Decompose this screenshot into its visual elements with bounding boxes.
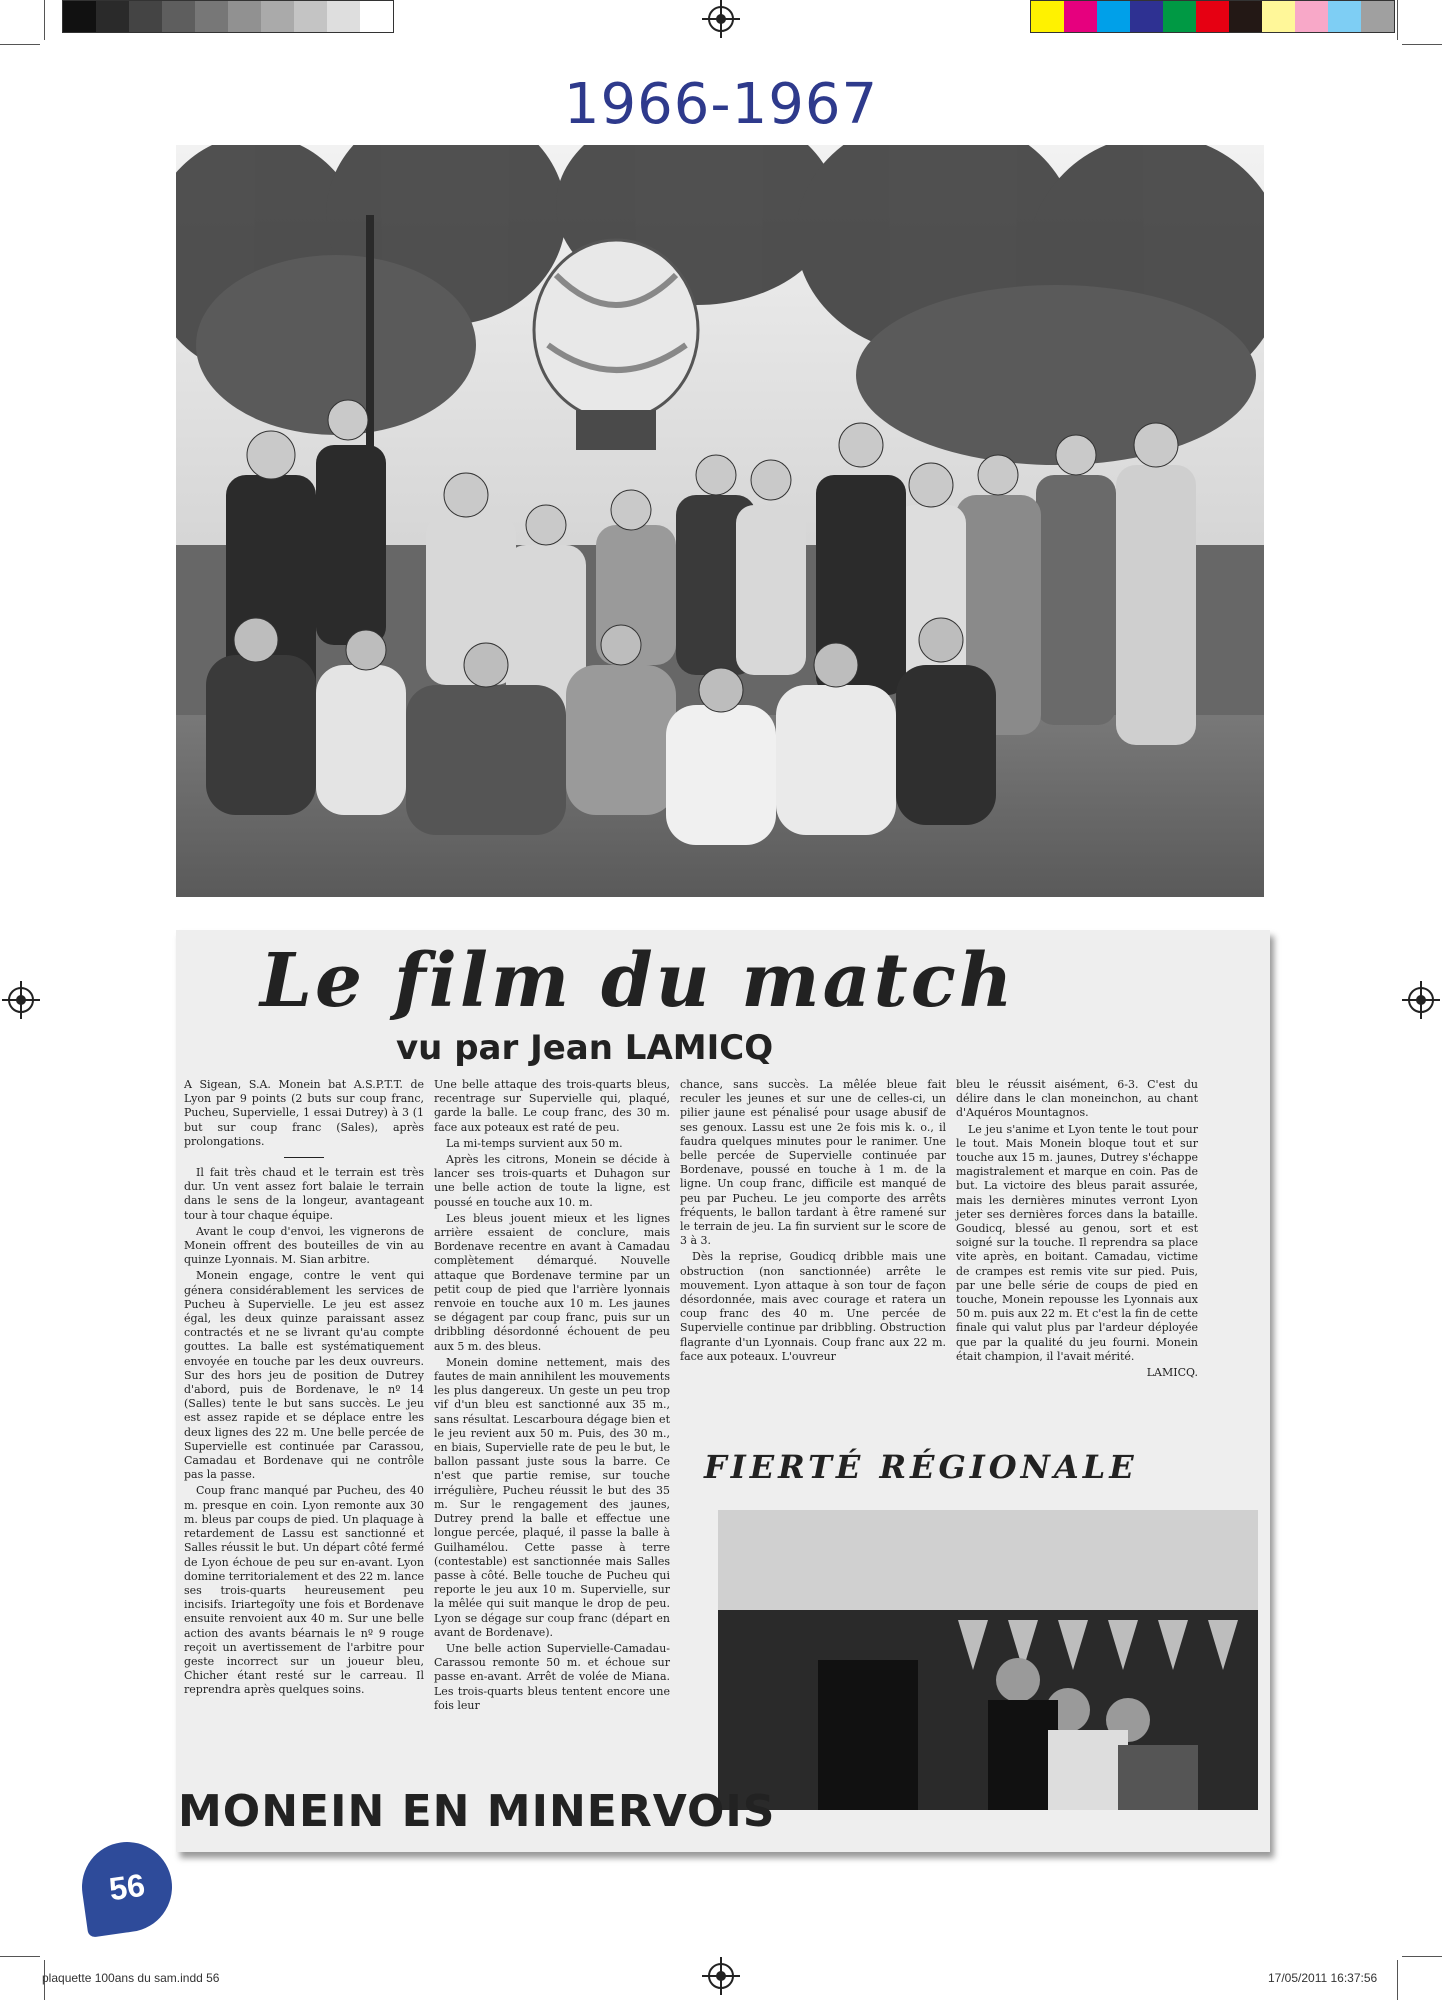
- registration-mark-icon: [1408, 987, 1434, 1013]
- article-signature: LAMICQ.: [1146, 1366, 1198, 1380]
- gray-swatch: [228, 1, 261, 32]
- crop-mark: [44, 0, 45, 40]
- clipping-bottom-headline: MONEIN EN MINERVOIS: [178, 1786, 776, 1837]
- newspaper-clipping: [176, 930, 1270, 1852]
- group-photo: [176, 145, 1264, 897]
- article-column-2: [434, 1078, 670, 1715]
- footer-timestamp: 17/05/2011 16:37:56: [1268, 1971, 1378, 1985]
- crop-mark: [0, 1956, 40, 1957]
- page-number-badge: 56: [76, 1836, 178, 1938]
- article-paragraph: Il fait très chaud et le terrain est très dur. Un vent assez fort balaie le terrain dans le sens de la longeur, avantageant tour à tour chaque équipe.: [184, 1166, 424, 1222]
- crop-mark: [1402, 44, 1442, 45]
- article-paragraph: Une belle action Supervielle-Camadau-Carassou remonte 50 m. et échoue sur passe en-avant. Arrêt de volée de Miana. Les trois-quarts bleus tentent encore une fois leur: [434, 1641, 670, 1712]
- article-paragraph: Le jeu s'anime et Lyon tente le tout pour le tout. Mais Monein bloque tout et sur touche aux 15 m. jaunes, Dutrey s'échappe magistralement et marque en coin. Pas de but. La victoire des bleus parait assurée, mais les dernières minutes verront Lyon jeter ses dernières forces dans la bataille. Goudicq, blessé au genou, sort et est soigné sur la touche. Il reprendra sa place vite après, en boitant. Camadau, victime de crampes est remis vite sur pied. Puis, par une belle série de coups de pied en touche, Monein repousse les Lyonnais aux 50 m. puis aux 22 m. Et c'est la fin de cette finale qui valut plus par l'ardeur déployée que par la qualité du jeu fourni. Monein était champion, il l'avait mérité.: [956, 1122, 1198, 1363]
- column-divider: [284, 1157, 324, 1158]
- footer-filename: plaquette 100ans du sam.indd 56: [42, 1971, 220, 1985]
- gray-swatch: [327, 1, 360, 32]
- registration-mark-icon: [708, 6, 734, 32]
- color-swatch: [1130, 1, 1163, 32]
- article-paragraph: Dès la reprise, Goudicq dribble mais une obstruction (non sanctionnée) arrête le mouvement. Lyon attaque à son tour de façon désordonnée, mais avec courage et ratera un coup franc des 40 m. Une percée de Supervielle continue par dribbling. Obstruction flagrante d'un Lyonnais. Coup franc aux 22 m. face aux poteaux. L'ouvreur: [680, 1250, 946, 1363]
- article-paragraph: Une belle attaque des trois-quarts bleus, recentrage sur Supervielle qui, plaqué, garde la balle. Le coup franc, des 30 m. face aux poteaux est raté de peu.: [434, 1078, 670, 1134]
- clipping-headline: Le film du match: [260, 938, 1016, 1024]
- gray-swatch: [294, 1, 327, 32]
- color-swatch: [1196, 1, 1229, 32]
- crop-mark: [1402, 1956, 1442, 1957]
- article-paragraph: bleu le réussit aisément, 6-3. C'est du délire dans le clan moneinchon, au chant d'Aquéros Mountagnos.: [956, 1078, 1198, 1120]
- group-photo-illustration: [176, 145, 1264, 897]
- gray-swatch: [63, 1, 96, 32]
- costume-photo-illustration: [718, 1510, 1258, 1810]
- crop-mark: [1397, 1960, 1398, 2000]
- gray-swatch: [195, 1, 228, 32]
- gray-swatch: [96, 1, 129, 32]
- clipping-byline: vu par Jean LAMICQ: [396, 1028, 774, 1068]
- gray-calibration-bar: [62, 0, 394, 33]
- color-calibration-bar: [1030, 0, 1395, 33]
- page-title: 1966-1967: [563, 72, 879, 137]
- color-swatch: [1328, 1, 1361, 32]
- article-paragraph: Monein domine nettement, mais des fautes de main annihilent les mouvements les plus dangereux. Un geste un peu trop vif d'un bleu est sanctionné aux 35 m., sans résultat. Lescarboura dégage bien et le jeu revient aux 50 m. Puis, des 30 m., en biais, Supervielle rate de peu le but, le ballon passant juste sous la barre. Ce n'est que partie remise, sur touche irrégulière, Pucheu réussit le but des 35 m. Sur le rengagement des jaunes, Dutrey prend la balle et effectue une longue percée, plaqué, il passe la balle à Guilhamélou. Cette passe à terre (contestable) est sanctionnée mais Salles passe à côté. Belle touche de Pucheu qui reporte le jeu aux 10 m. Supervielle, sur la mêlée qui suit manque le drop de peu. Lyon se dégage sur coup franc (départ en avant de Bordenave).: [434, 1355, 670, 1639]
- color-swatch: [1262, 1, 1295, 32]
- costume-photo: [718, 1510, 1258, 1810]
- article-paragraph: Avant le coup d'envoi, les vignerons de Monein offrent des bouteilles de vin au quinze Lyonnais. M. Sian arbitre.: [184, 1224, 424, 1267]
- gray-swatch: [360, 1, 393, 32]
- article-column-1: [184, 1078, 424, 1700]
- color-swatch: [1031, 1, 1064, 32]
- registration-mark-icon: [708, 1963, 734, 1989]
- article-column-4: [956, 1078, 1198, 1382]
- clipping-subheadline: FIERTÉ RÉGIONALE: [704, 1448, 1138, 1486]
- article-paragraph: La mi-temps survient aux 50 m.: [446, 1136, 623, 1150]
- color-swatch: [1163, 1, 1196, 32]
- color-swatch: [1097, 1, 1130, 32]
- article-paragraph: Monein engage, contre le vent qui génera considérablement les services de Pucheu à Supervielle. Le jeu est assez égal, les deux quinze paraissant assez contractés et ne se livrant qu'au compte gouttes. La balle est systématiquement envoyée en touche par les deux ouvreurs. Sur des hors jeu de position de Dutrey d'abord, puis de Bordenave, le nº 14 (Salles) tente le but sans succès. Le jeu est assez rapide et se déplace entre les deux lignes des 22 m. Une belle percée de Supervielle est continuée par Carassou, Camadau et Bordenave qui ne contrôle pas la passe.: [184, 1269, 424, 1482]
- color-swatch: [1295, 1, 1328, 32]
- article-paragraph: chance, sans succès. La mêlée bleue fait reculer les jeunes et sur une de celles-ci, un pilier jaune est pénalisé pour usage abusif de ses genoux. Lassu est une 2e fois mis k. o., il faudra quelques minutes pour le ranimer. Une belle percée de Supervielle continuée par Bordenave, poussé en touche à 1 m. de la ligne. Un coup franc, difficile est manqué de peu par Pucheu. Le jeu comporte des arrêts fréquents, le ballon tardant à être ramené sur le terrain de jeu. La fin survient sur le score de 3 à 3.: [680, 1078, 946, 1248]
- article-paragraph: Coup franc manqué par Pucheu, des 40 m. presque en coin. Lyon remonte aux 30 m. bleus par coups de pied. Un plaquage à retardement de Lassu est sanctionné et Salles réussit le but. Un départ côté fermé de Lyon échoue de peu sur en-avant. Lyon domine territorialement et des 22 m. lance ses trois-quarts heureusement peu incisifs. Iriartegoïty une fois et Bordenave ensuite renvoient aux 40 m. Sur une belle action des avants béarnais le nº 9 rouge reçoit un avertissement de l'arbitre pour geste incorrect sur un joueur bleu, Chicher étant resté sur le carreau. Il reprendra après quelques soins.: [184, 1484, 424, 1697]
- registration-mark-icon: [8, 987, 34, 1013]
- gray-swatch: [162, 1, 195, 32]
- gray-swatch: [129, 1, 162, 32]
- article-paragraph: Les bleus jouent mieux et les lignes arrière essaient de conclure, mais Bordenave recentre en avant à Camadau complètement démarqué. Nouvelle attaque que Bordenave termine par un petit coup de pied que l'arrière lyonnais renvoie en touche aux 10 m. Les jaunes se dégagent par coup franc, puis sur un dribbling désordonné échouent de peu aux 5 m. des bleus.: [434, 1211, 670, 1353]
- crop-mark: [1397, 0, 1398, 40]
- article-paragraph: Après les citrons, Monein se décide à lancer ses trois-quarts et Duhagon sur une belle action de toute la ligne, est poussé en touche aux 10. m.: [434, 1153, 670, 1209]
- color-swatch: [1229, 1, 1262, 32]
- article-paragraph: A Sigean, S.A. Monein bat A.S.P.T.T. de Lyon par 9 points (2 buts sur coup franc, Pucheu, Supervielle, 1 essai Dutrey) à 3 (1 but sur coup franc (Sales), après prolongations.: [184, 1078, 424, 1148]
- color-swatch: [1361, 1, 1394, 32]
- gray-swatch: [261, 1, 294, 32]
- crop-mark: [0, 44, 40, 45]
- color-swatch: [1064, 1, 1097, 32]
- article-column-3: [680, 1078, 946, 1366]
